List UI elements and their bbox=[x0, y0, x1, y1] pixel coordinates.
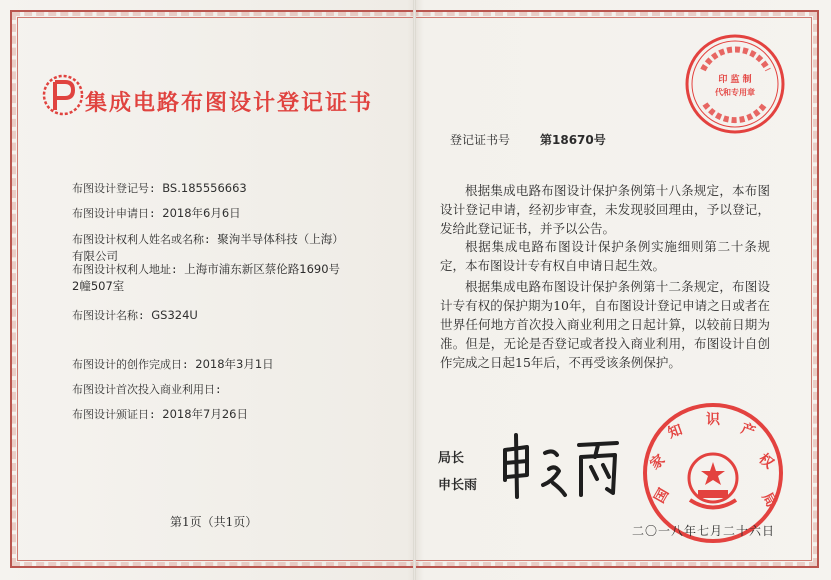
page-number: 第1页（共1页） bbox=[170, 515, 258, 529]
reg-no-label: 布图设计登记号: bbox=[72, 182, 156, 195]
reg-no-value: BS.185556663 bbox=[162, 181, 247, 195]
issue-date-label: 布图设计颁证日: bbox=[72, 408, 156, 421]
svg-text:印 监 制: 印 监 制 bbox=[718, 75, 752, 85]
design-name-value: GS324U bbox=[151, 308, 198, 322]
certificate-title: 集成电路布图设计登记证书 bbox=[85, 91, 374, 116]
ip-logo-icon bbox=[40, 72, 86, 118]
cert-number-value: 第18670号 bbox=[540, 133, 606, 147]
issue-date-row bbox=[72, 406, 248, 422]
svg-text:识: 识 bbox=[706, 412, 720, 428]
director-name: 申长雨 bbox=[438, 478, 478, 493]
paragraph-effective: 根据集成电路布图设计保护条例实施细则第二十条规定，本布图设计专有权自申请日起生效。 bbox=[440, 239, 770, 273]
first-commercial-row bbox=[72, 381, 222, 397]
svg-text:产: 产 bbox=[738, 420, 758, 441]
svg-text:家: 家 bbox=[647, 451, 669, 474]
apply-date-row bbox=[72, 205, 241, 221]
apply-date-label: 布图设计申请日: bbox=[72, 207, 156, 220]
created-date-row bbox=[72, 356, 274, 372]
svg-text:知: 知 bbox=[665, 421, 685, 442]
director-signature bbox=[495, 425, 625, 505]
holder-address-label: 布图设计权利人地址: bbox=[72, 263, 178, 276]
svg-text:国: 国 bbox=[651, 485, 673, 506]
paragraph-registration: 根据集成电路布图设计保护条例第十八条规定，本布图设计登记申请，经初步审查，未发现驳回理由，予以登记，发给此登记证书，并予以公告。 bbox=[440, 183, 770, 236]
svg-text:局: 局 bbox=[758, 490, 780, 511]
director-title: 局长 bbox=[438, 451, 465, 466]
issue-date-value: 2018年7月26日 bbox=[162, 407, 248, 421]
paragraph-protection-term: 根据集成电路布图设计保护条例第十二条规定，布图设计专有权的保护期为10年，自布图设计登记申请之日或者在世界任何地方首次投入商业利用之日起计算，以较前日期为准。但是，无论是否登记或者投入商业利用，布图设计自创作完成之日起15年后，不再受该条例保护。 bbox=[440, 279, 770, 370]
reg-no-row bbox=[72, 180, 247, 196]
holder-name-row bbox=[72, 231, 347, 265]
cert-number-label: 登记证书号 bbox=[450, 133, 511, 147]
issue-date-chinese: 二〇一八年七月二十六日 bbox=[632, 524, 776, 538]
created-date-value: 2018年3月1日 bbox=[195, 357, 274, 371]
design-name-row bbox=[72, 307, 198, 323]
holder-address-row bbox=[72, 261, 347, 295]
design-name-label: 布图设计名称: bbox=[72, 309, 145, 322]
holder-name-value: 聚洵半导体科技（上海）有限公司 bbox=[72, 232, 344, 263]
holder-address-value: 上海市浦东新区蔡伦路1690号2幢507室 bbox=[72, 262, 341, 293]
apply-date-value: 2018年6月6日 bbox=[162, 206, 241, 220]
svg-text:权: 权 bbox=[755, 450, 777, 473]
created-date-label: 布图设计的创作完成日: bbox=[72, 358, 189, 371]
registration-seal-icon bbox=[683, 32, 788, 137]
first-commercial-label: 布图设计首次投入商业利用日: bbox=[72, 383, 222, 396]
holder-name-label: 布图设计权利人姓名或名称: bbox=[72, 233, 211, 246]
center-fold bbox=[413, 0, 416, 580]
svg-text:代和专用章: 代和专用章 bbox=[715, 88, 755, 97]
